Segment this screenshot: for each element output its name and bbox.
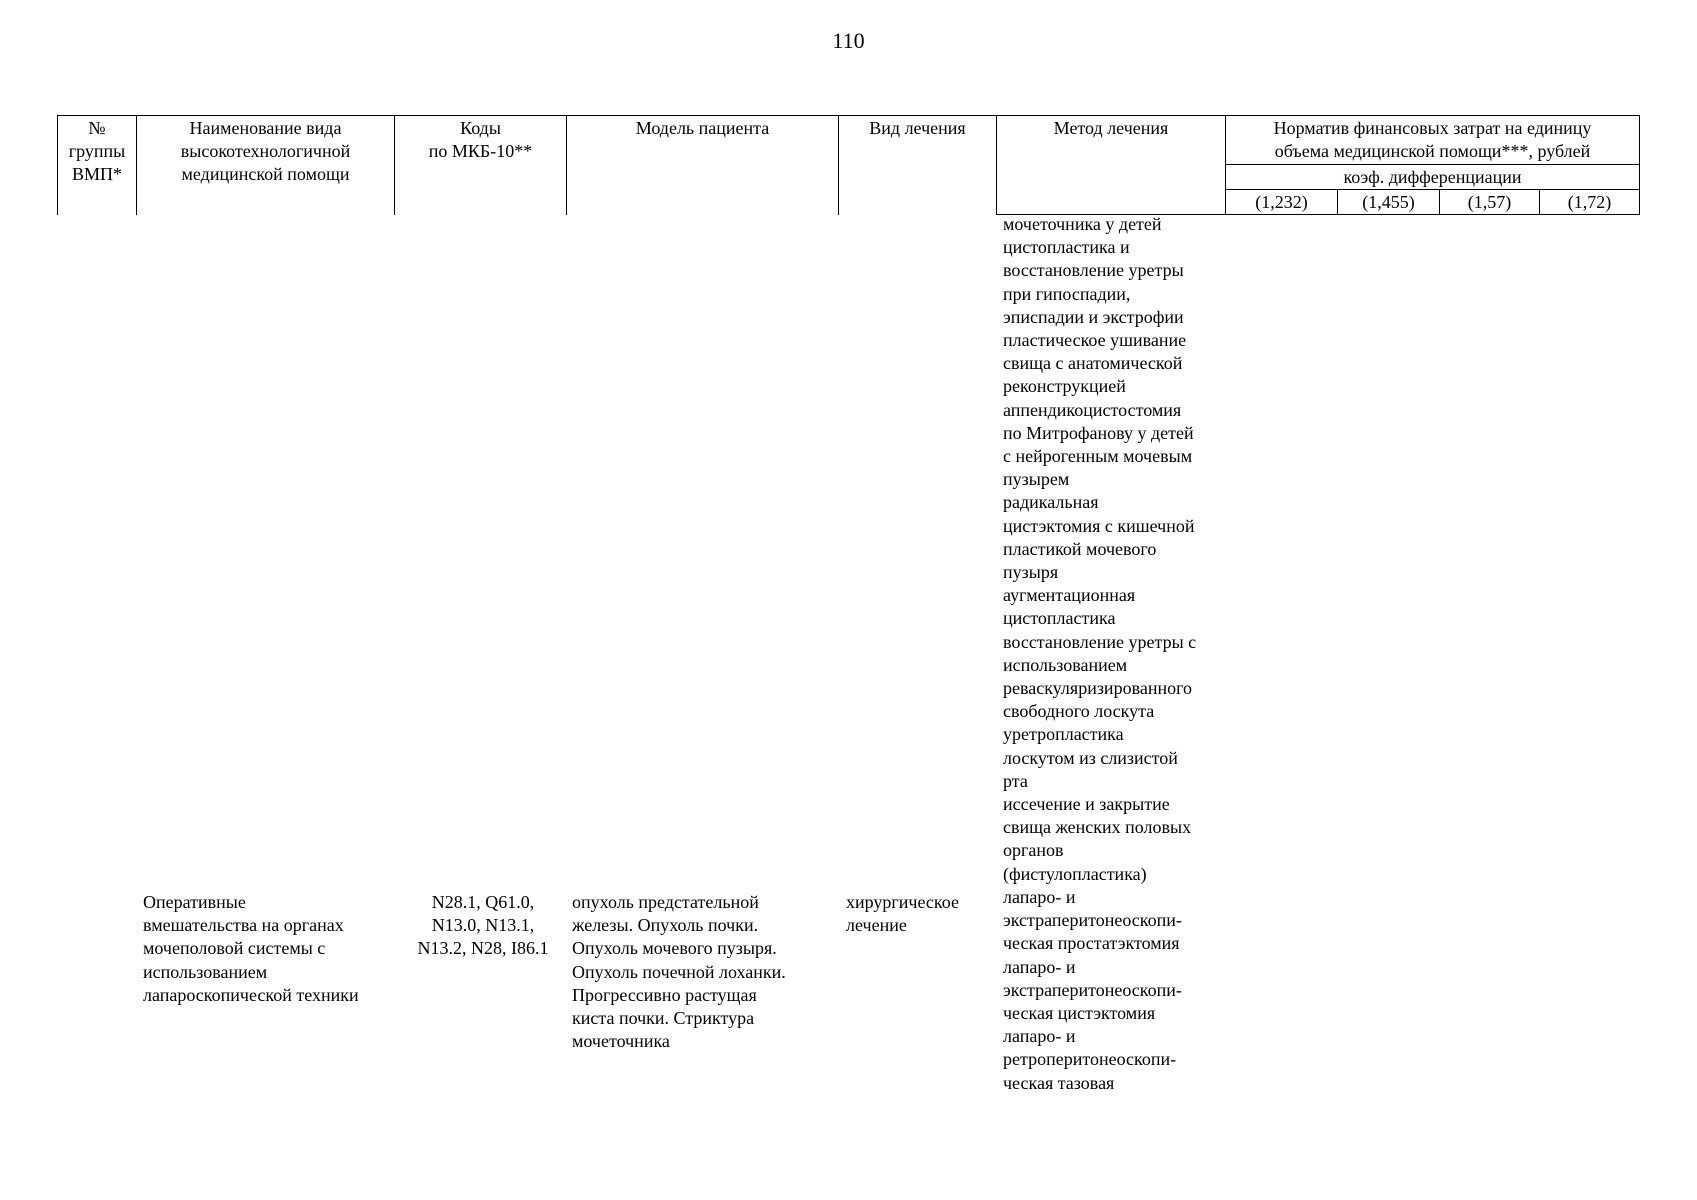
method-line: (фистулопластика) xyxy=(1003,863,1147,884)
method-line: по Митрофанову у детей xyxy=(1003,422,1194,443)
method-line: цистопластика xyxy=(1003,608,1116,629)
method-line: цистопластика и xyxy=(1003,237,1130,258)
method-line: ческая простатэктомия xyxy=(1003,933,1180,954)
method-line: пластикой мочевого xyxy=(1003,538,1157,559)
header-coef-label: коэф. дифференциации xyxy=(1226,165,1640,190)
method-line: ретроперитонеоскопи- xyxy=(1003,1049,1177,1070)
header-codes: Коды по МКБ-10** xyxy=(395,116,567,215)
method-line: органов xyxy=(1003,840,1064,861)
header-treatment-type: Вид лечения xyxy=(839,116,997,215)
header-name: Наименование вида высокотехнологичной медицинской помощи xyxy=(137,116,395,215)
entry-codes: N28.1, Q61.0, N13.0, N13.1, N13.2, N28, I86.1 xyxy=(417,892,549,959)
entry-patient-model: опухоль предстательной железы. Опухоль почки. Опухоль мочевого пузыря. Опухоль почечной лоханки. Прогрессивно растущая киста почки. Стриктура мочеточника xyxy=(572,892,786,1052)
method-line: при гипоспадии, xyxy=(1003,283,1131,304)
method-line: реконструкцией xyxy=(1003,376,1126,397)
method-line: реваскуляризированного xyxy=(1003,678,1193,699)
method-line: пузырем xyxy=(1003,469,1070,490)
header-coef-3: (1,57) xyxy=(1440,190,1540,215)
method-line: мочеточника у детей xyxy=(1003,214,1162,234)
method-line: лапаро- и xyxy=(1003,956,1076,977)
header-coef-1: (1,232) xyxy=(1226,190,1338,215)
method-line: иссечение и закрытие xyxy=(1003,794,1170,815)
method-line: экстраперитонеоскопи- xyxy=(1003,910,1182,931)
header-coef-2: (1,455) xyxy=(1338,190,1440,215)
method-line: уретропластика xyxy=(1003,724,1124,745)
method-line: рта xyxy=(1003,770,1028,791)
method-line: аугментационная xyxy=(1003,585,1136,606)
method-line: аппендикоцистостомия xyxy=(1003,399,1182,420)
header-model: Модель пациента xyxy=(567,116,839,215)
method-line: восстановление уретры с xyxy=(1003,631,1197,652)
entry-name: Оперативные вмешательства на органах мочеполовой системы с использованием лапароскопической техники xyxy=(143,892,359,1005)
page-number: 110 xyxy=(832,28,865,53)
method-line: свища с анатомической xyxy=(1003,353,1183,374)
method-line: ческая цистэктомия xyxy=(1003,1002,1156,1023)
method-line: с нейрогенным мочевым xyxy=(1003,446,1193,467)
method-line: лапаро- и xyxy=(1003,1026,1076,1047)
method-line: свободного лоскута xyxy=(1003,701,1155,722)
method-line: лапаро- и xyxy=(1003,886,1076,907)
method-line: цистэктомия с кишечной xyxy=(1003,515,1195,536)
method-line: свища женских половых xyxy=(1003,817,1192,838)
method-line: ческая тазовая xyxy=(1003,1072,1115,1093)
header-financial: Норматив финансовых затрат на единицу объема медицинской помощи***, рублей xyxy=(1226,116,1640,165)
method-line: восстановление уретры xyxy=(1003,260,1184,281)
header-method: Метод лечения xyxy=(997,116,1226,215)
method-line: лоскутом из слизистой xyxy=(1003,747,1178,768)
table-header xyxy=(57,115,1640,215)
method-line: экстраперитонеоскопи- xyxy=(1003,979,1182,1000)
method-line: использованием xyxy=(1003,654,1128,675)
method-line: пластическое ушивание xyxy=(1003,330,1187,351)
method-line: радикальная xyxy=(1003,492,1099,513)
treatment-methods-column xyxy=(1003,213,1196,1095)
method-line: пузыря xyxy=(1003,562,1059,583)
header-group-no: № группы ВМП* xyxy=(58,116,137,215)
entry-treatment-type: хирургическое лечение xyxy=(846,892,959,936)
method-line: эписпадии и экстрофии xyxy=(1003,306,1184,327)
header-coef-4: (1,72) xyxy=(1540,190,1640,215)
